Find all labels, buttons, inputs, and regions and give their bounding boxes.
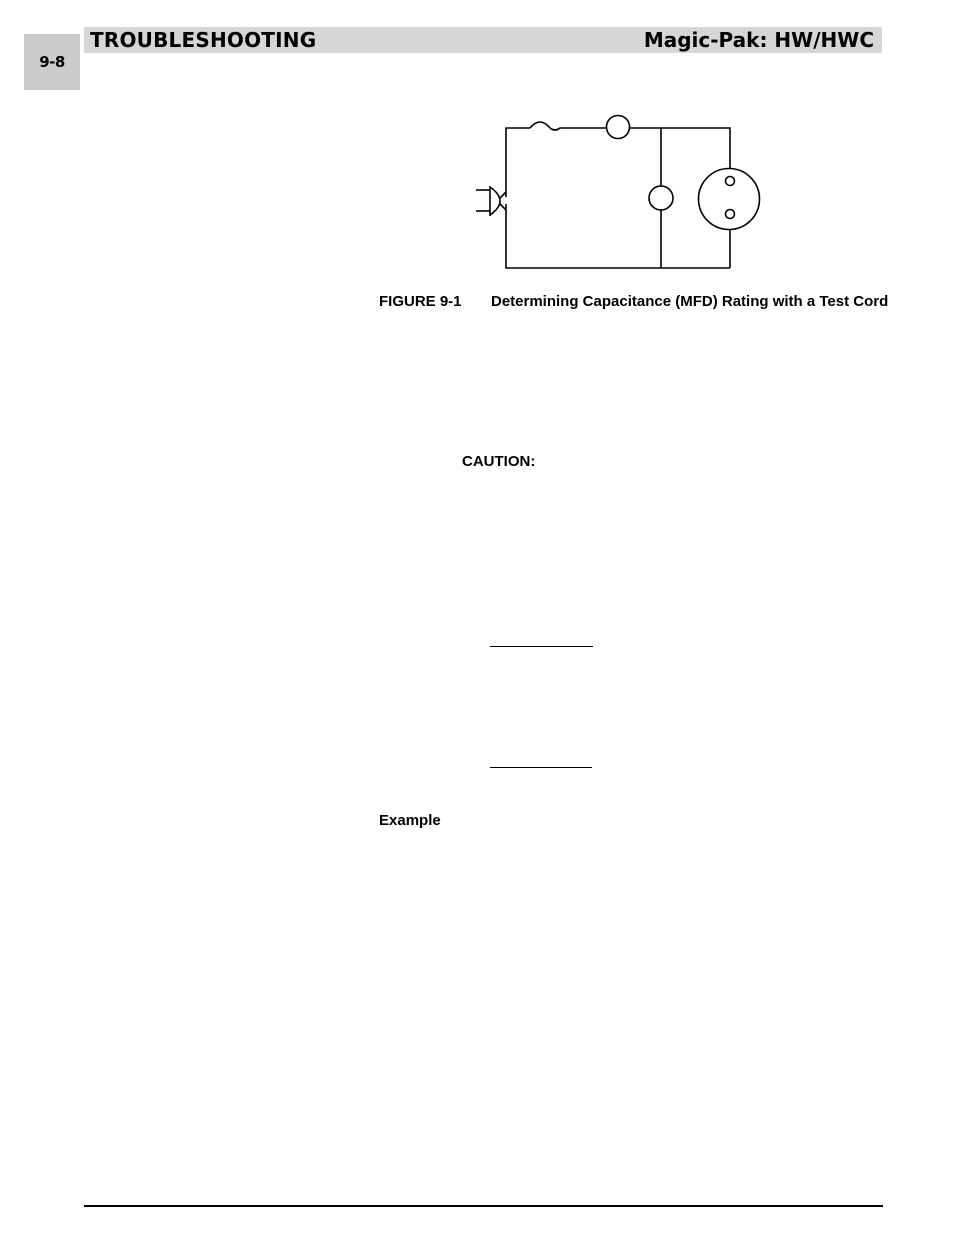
example-label: Example [379,812,441,829]
figure-number: FIGURE 9-1 [379,293,462,310]
capacitor-outlet [699,169,760,230]
test-cord-circuit-diagram [470,112,770,274]
fraction-line-2 [490,767,592,768]
plug-cord-top [500,192,506,198]
header-bar [84,27,882,53]
meter-circle-middle [649,186,673,210]
page-number-tab [24,34,80,90]
plug-body [490,187,500,215]
page-number: 9-8 [39,53,65,71]
plug-cord-bottom [500,204,506,210]
product-title: Magic-Pak: HW/HWC [643,28,874,52]
outlet-terminal-bottom [726,210,735,219]
outlet-terminal-top [726,177,735,186]
top-wire-right [630,128,730,168]
top-wire-left [506,128,530,197]
caution-label: CAUTION: [462,453,536,470]
figure-caption-text: Determining Capacitance (MFD) Rating with a Test Cord [491,293,889,310]
bottom-wire [506,204,730,268]
meter-circle-top [607,116,630,139]
footer-rule [84,1205,883,1207]
fraction-line-1 [490,646,593,647]
fuse-symbol [530,122,550,128]
top-wire-mid [550,128,606,130]
section-title: TROUBLESHOOTING [90,28,317,52]
